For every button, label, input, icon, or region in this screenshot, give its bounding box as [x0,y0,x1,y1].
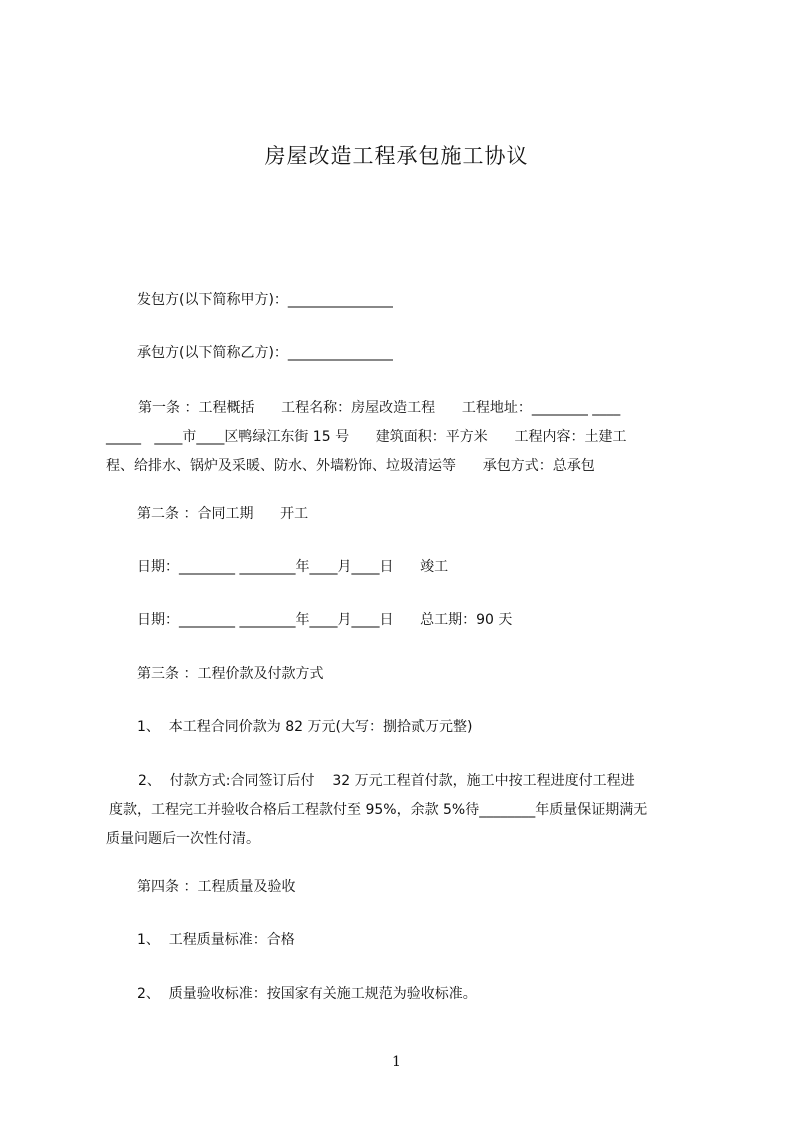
article3-heading: 第三条 ：工程价款及付款方式 [137,666,324,682]
article2-heading: 第二条 ：合同工期 开工 [137,506,309,522]
article1-line-2: _____ ____市____区鸭绿江东街 15 号 建筑面积：平方米 工程内容：土建工 [106,429,627,445]
party-b-line: 承包方(以下简称乙方)：_______________ [137,345,393,361]
article3-item-2-line-3: 质量问题后一次性付清。 [106,831,260,847]
article3-item-2-line-1: 2、 付款方式:合同签订后付 32 万元工程首付款，施工中按工程进度付工程进 [138,773,635,789]
article4-item-2: 2、 质量验收标准：按国家有关施工规范为验收标准。 [137,986,477,1002]
article1-line-1: 第一条 ：工程概括 工程名称：房屋改造工程 工程地址：________ ____ [138,400,621,416]
page-number: 1 [392,1054,401,1070]
article4-heading: 第四条 ：工程质量及验收 [137,879,296,895]
end-date-line: 日期：________ ________年____月____日 总工期：90 天 [137,612,513,628]
article1-line-3: 程、给排水、锅炉及采暖、防水、外墙粉饰、垃圾清运等 承包方式：总承包 [106,458,595,474]
article4-item-1: 1、 工程质量标准：合格 [137,932,295,948]
article3-item-2-line-2: 度款，工程完工并验收合格后工程款付至 95%，余款 5%待________年质量保证期满无 [109,802,648,818]
start-date-line: 日期：________ ________年____月____日 竣工 [137,559,449,575]
party-a-line: 发包方(以下简称甲方)：_______________ [137,292,393,308]
article1-paragraph [106,394,700,481]
article3-item-1: 1、 本工程合同价款为 82 万元(大写：捌拾贰万元整) [137,719,473,735]
document-title: 房屋改造工程承包施工协议 [264,144,529,168]
article3-item-2 [106,767,700,854]
